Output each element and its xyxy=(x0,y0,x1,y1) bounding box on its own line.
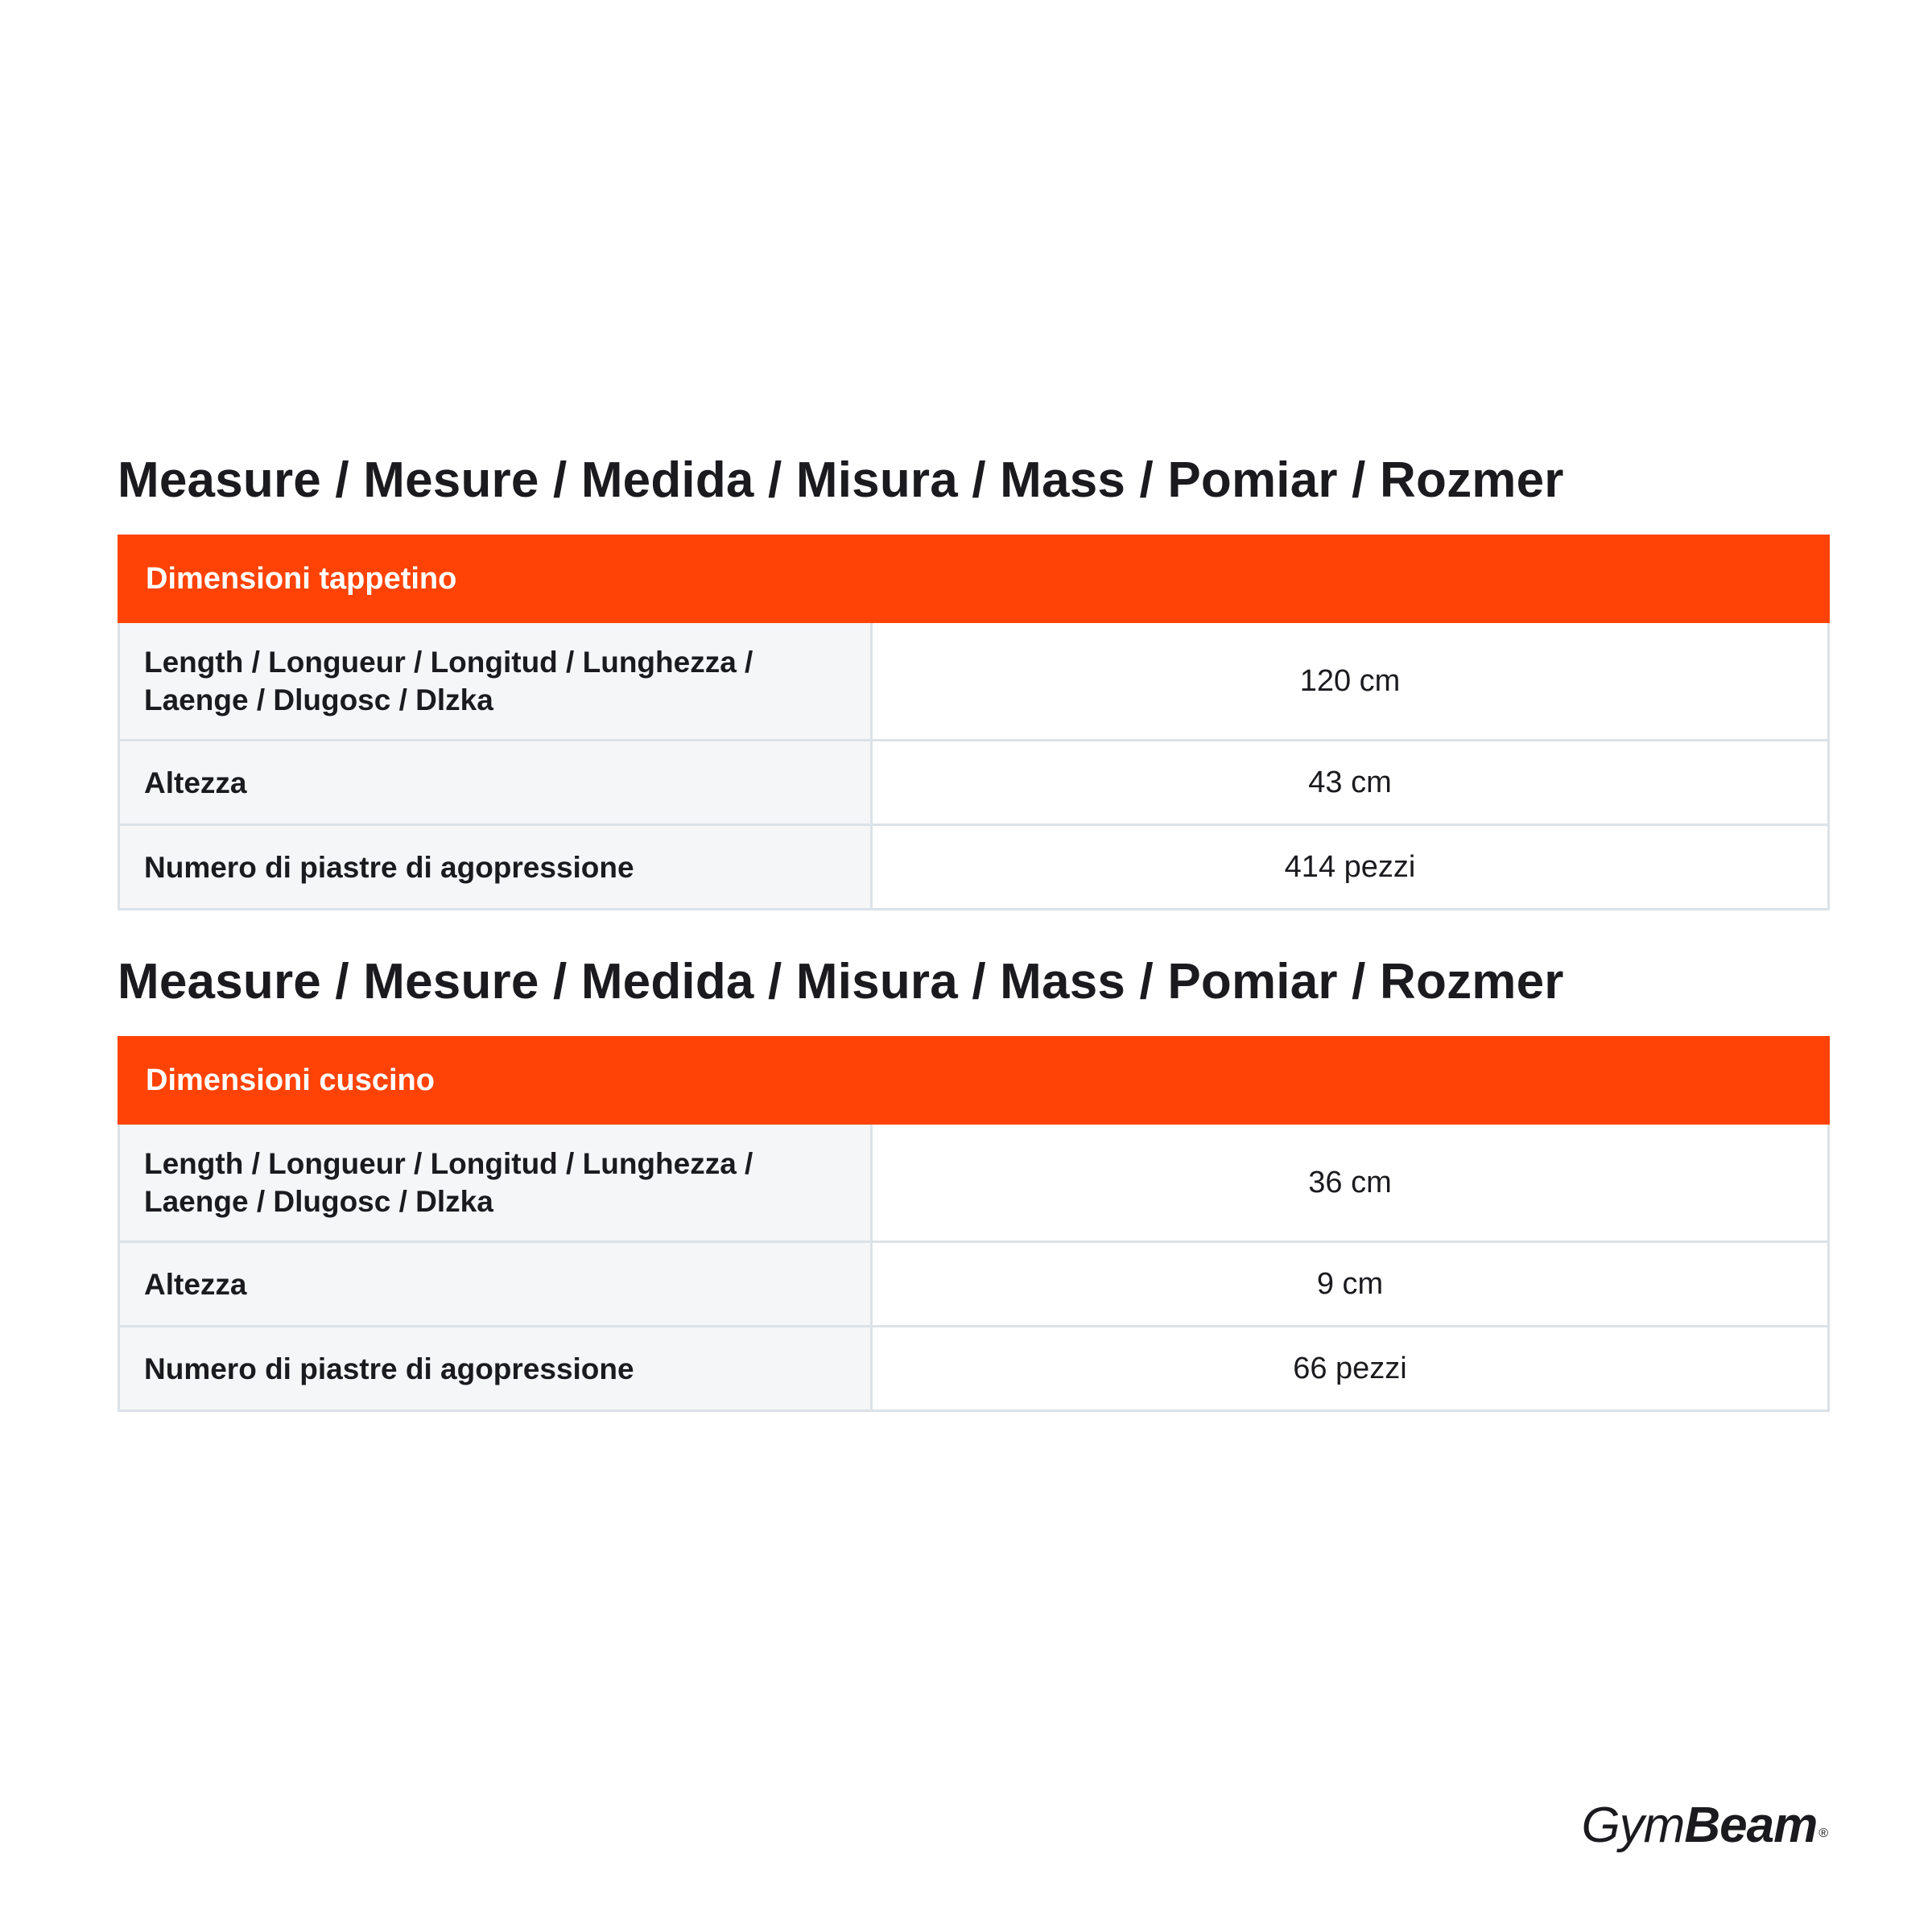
row-value-height: 9 cm xyxy=(872,1242,1829,1327)
row-label-plates: Numero di piastre di agopressione xyxy=(119,825,872,910)
mat-dimensions-section xyxy=(118,444,1827,910)
table-row xyxy=(119,1327,1829,1411)
row-label-length: Length / Longueur / Longitud / Lunghezza / Laenge / Dlugosc / Dlzka xyxy=(119,1124,872,1242)
table-row xyxy=(119,741,1829,825)
row-label-height: Altezza xyxy=(119,741,872,825)
row-value-plates: 66 pezzi xyxy=(872,1327,1829,1411)
table-header-row xyxy=(119,1038,1829,1124)
row-label-length: Length / Longueur / Longitud / Lunghezza / Laenge / Dlugosc / Dlzka xyxy=(119,622,872,741)
pillow-dimensions-table xyxy=(118,1036,1830,1412)
mat-dimensions-table xyxy=(118,535,1830,910)
row-value-height: 43 cm xyxy=(872,741,1829,825)
table-header: Dimensioni tappetino xyxy=(119,536,1829,622)
table-row xyxy=(119,1242,1829,1327)
registered-mark: ® xyxy=(1818,1827,1827,1840)
pillow-dimensions-section xyxy=(118,946,1827,1412)
gymbeam-logo xyxy=(1581,1794,1827,1858)
table-row xyxy=(119,1124,1829,1242)
table-row xyxy=(119,622,1829,741)
section-title: Measure / Mesure / Medida / Misura / Mass / Pomiar / Rozmer xyxy=(118,954,1564,1009)
table-header-row xyxy=(119,536,1829,622)
row-value-plates: 414 pezzi xyxy=(872,825,1829,910)
logo-text-beam: Beam xyxy=(1684,1798,1818,1853)
row-label-plates: Numero di piastre di agopressione xyxy=(119,1327,872,1411)
section-title: Measure / Mesure / Medida / Misura / Mass / Pomiar / Rozmer xyxy=(118,452,1564,508)
table-header: Dimensioni cuscino xyxy=(119,1038,1829,1124)
row-value-length: 120 cm xyxy=(872,622,1829,741)
logo-text-gym: Gym xyxy=(1581,1798,1685,1853)
row-label-height: Altezza xyxy=(119,1242,872,1327)
row-value-length: 36 cm xyxy=(872,1124,1829,1242)
table-row xyxy=(119,825,1829,910)
